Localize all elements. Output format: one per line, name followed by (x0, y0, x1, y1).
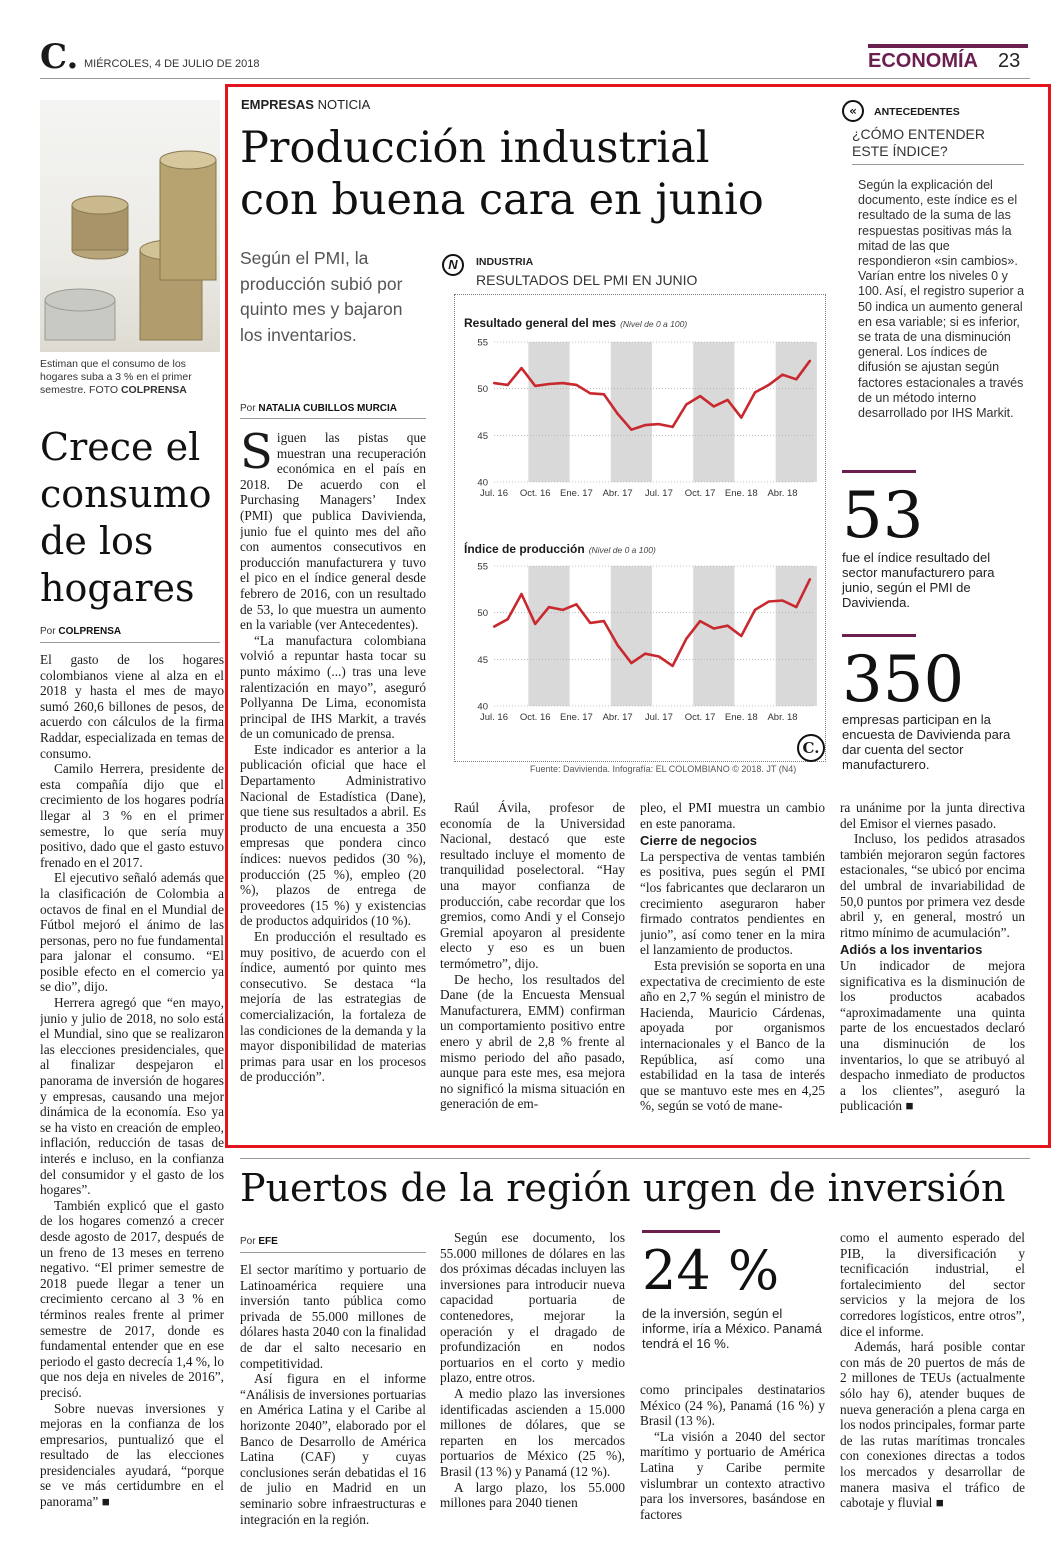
data-point (589, 622, 591, 624)
y-tick-label: 40 (477, 477, 488, 489)
data-point (548, 383, 550, 385)
chart-2-title: Índice de producción (464, 542, 585, 556)
stat2-text: empresas participan en la encuesta de Davivienda para dar cuenta del sector manufacturero. (842, 712, 1011, 772)
stat1-value: 53 (842, 479, 924, 553)
x-tick-label: Ene. 18 (724, 712, 758, 723)
infographic-logo: C. (797, 734, 825, 762)
x-tick-label: Jul. 17 (644, 712, 673, 723)
data-point (768, 600, 770, 602)
paragraph: Así figura en el informe “Análisis de inversiones portuarias en América Latina y el Caribe al horizonte 2040”, elaborado por el Banco de Desarrollo de América Latina (CAF) y cuyas conclusiones serán debatidas el 16 de julio en Madrid en un seminario sobre infraestructuras e integración en la región. (240, 1371, 426, 1527)
sidebar-text: Según la explicación del documento, este índice es el resultado de la suma de las respuestas positivas más la mitad de las que respondieron «sin cambios». Varían entre los niveles 0 y 100. Así, el registro superior a 50 indica un aumento general en esa variable; si es inferior, se trata de una disminución general. Los índices de difusión se ajustan según factores estacionales a través de un método interno desarrollado por IHS Markit. (858, 178, 1025, 421)
data-point (575, 384, 577, 386)
data-point (672, 426, 674, 428)
chart-1-header (464, 314, 687, 332)
bottom-headline: Puertos de la región urgen de inversión (240, 1166, 1006, 1210)
chart-band (528, 566, 569, 706)
data-point (795, 606, 797, 608)
data-point (520, 593, 522, 595)
stat2-bar (842, 634, 916, 637)
paragraph: El ejecutivo señaló además que la clasificación de Colombia a octavos de final en el Mundial de Fútbol mejoró el ánimo de las personas, pero no fue fundamental para jalonar el consumo. “El posible efecto en el comercio ya se dio”, dijo. (40, 870, 224, 995)
data-point (493, 626, 495, 628)
data-point (699, 395, 701, 397)
x-tick-label: Oct. 17 (684, 488, 716, 499)
paragraph: como el aumento esperado del PIB, la diversificación y tecnificación industrial, el fortalecimiento del sector servicios y la mejora de los corredores logísticos, entre otros”, dice el informe. (840, 1230, 1025, 1339)
main-headline (240, 122, 820, 226)
paragraph: Un indicador de mejora significativa es la disminución de los productos acabados “aproximadamente una quinta parte de los encuestados declaró una disminución de los inventarios, lo que se atribuyó al despacho inmediato de productos a los clientes”, aseguró la publicación ■ (840, 957, 1025, 1114)
stat1-bar (842, 470, 916, 473)
masthead-date: MIÉRCOLES, 4 DE JULIO DE 2018 (84, 58, 260, 70)
left-body (40, 652, 224, 1542)
byline-prefix: Por (240, 403, 256, 414)
chart-band (776, 566, 817, 706)
main-col4 (840, 800, 1025, 1135)
sidebar-question-rule (852, 164, 1024, 165)
infographic-label: INDUSTRIA (476, 256, 534, 268)
data-point (781, 374, 783, 376)
data-point (507, 384, 509, 386)
paragraph: pleo, el PMI muestra un cambio en este panorama. (640, 800, 825, 831)
chart-2 (454, 558, 826, 730)
chart-band (528, 342, 569, 482)
data-point (507, 618, 509, 620)
paragraph: Según ese documento, los 55.000 millones de dólares en las dos próximas décadas incluyen las inversiones para introducir nueva capacidad portuaria de contenedores, mejorar la operación y el dragado de profundización en nodos portuarios en el corto y medio plazo, entre otros. (440, 1230, 625, 1386)
bottom-stat-value: 24 % (642, 1239, 780, 1302)
data-point (726, 399, 728, 401)
caption-text: Estiman que el consumo de los hogares suba a 3 % en el primer semestre. (40, 358, 192, 396)
paragraph: “La visión a 2040 del sector marítimo y portuario de América Latina y Caribe permite vislumbrar un contexto atractivo para los inversores, basándose en factores (640, 1428, 825, 1522)
kicker-light: NOTICIA (317, 97, 371, 112)
paragraph: Incluso, los pedidos atrasados también mejoraron según factores estacionales, “se ubicó por encima del umbral de invariabilidad de 50,0 puntos por primera vez desde abril y, en general, mostró un ritmo mínimo de acumulación”. (840, 831, 1025, 940)
bottom-top-rule (240, 1158, 1030, 1159)
y-tick-label: 55 (477, 337, 488, 349)
sidebar-question: ¿CÓMO ENTENDER ESTE ÍNDICE? (852, 126, 985, 159)
x-tick-label: Oct. 16 (519, 488, 551, 499)
x-tick-label: Jul. 17 (644, 488, 673, 499)
left-headline-line: hogares (40, 566, 195, 610)
data-point (699, 620, 701, 622)
deck: Según el PMI, la producción subió por quinto mes y bajaron los inventarios. (240, 248, 403, 345)
x-tick-label: Abr. 18 (767, 488, 798, 499)
chart-band (776, 342, 817, 482)
x-tick-label: Jul. 16 (480, 712, 508, 723)
coins-photo (40, 100, 220, 352)
main-headline-line: Producción industrial (240, 123, 710, 173)
paragraph: A largo plazo, los 55.000 millones para 2040 tienen (440, 1479, 625, 1511)
data-point (534, 623, 536, 625)
data-point (809, 578, 811, 580)
paragraph: En producción el resultado es muy positivo, de acuerdo con el índice, aumentó por quinto mes consecutivo. Se destaca “la mejoría de las estrategias de comercialización, la fortaleza de las condiciones de la demanda y la mayor disponibilidad de materias primas para usar en los procesos de producción”. (240, 929, 426, 1085)
data-point (795, 378, 797, 380)
data-point (740, 635, 742, 637)
data-point (493, 382, 495, 384)
data-point (617, 644, 619, 646)
x-tick-label: Oct. 16 (519, 712, 551, 723)
left-byline (40, 626, 121, 637)
data-point (630, 662, 632, 664)
infographic-badge: N (442, 254, 464, 276)
bottom-stat-text: de la inversión, según el informe, iría a México. Panamá tendrá el 16 %. (642, 1306, 822, 1351)
x-tick-label: Abr. 17 (602, 712, 633, 723)
paragraph (240, 430, 426, 633)
data-point (768, 384, 770, 386)
data-point (630, 429, 632, 431)
data-point (520, 367, 522, 369)
paragraph: El gasto de los hogares colombianos viene al alza en el 2018 y hasta el mes de mayo sumó 260,6 billones de pesos, de acuerdo con cálculos de la firma Raddar, especializada en temas de consumo. (40, 652, 224, 761)
paragraph: A medio plazo las inversiones identificadas ascienden a 15.000 millones de dólares, que se reparten en los mercados portuarios de México (25 %), Brasil (13 %) y Panamá (12 %). (440, 1385, 625, 1479)
byline-prefix: Por (40, 626, 56, 637)
kicker-bold: EMPRESAS (241, 97, 314, 112)
sidebar-label: ANTECEDENTES (874, 106, 960, 118)
kicker (241, 97, 370, 112)
main-col3 (640, 800, 825, 1135)
chart-band (611, 566, 652, 706)
back-chevron-icon: « (842, 100, 864, 122)
bottom-col1 (240, 1262, 426, 1547)
paragraph: Sobre nuevas inversiones y mejoras en la confianza de los empresarios, puntualizó que el resultado de las elecciones presidenciales ayudará, “porque se ve más certidumbre en el panorama” ■ (40, 1400, 224, 1510)
paragraph: La perspectiva de ventas también es positiva, pues según el PMI “los fabricantes que declararon un crecimiento aseguraron haber firmado contratos pendientes en junio”, así como tener en la mira el lanzamiento de productos. (640, 848, 825, 958)
data-point (658, 655, 660, 657)
main-col1 (240, 430, 426, 1130)
data-point (740, 417, 742, 419)
sidebar (838, 98, 1030, 788)
section-name: ECONOMÍA (868, 50, 978, 72)
paragraph: Este indicador es anterior a la publicación oficial que hace el Departamento Administrativo Nacional de Estadística (Dane), que tiene sus resultados a abril. Es producto de una encuesta a 350 empresas que pondera cinco índices: nuevos pedidos (30 %), producción (25 %), empleo (20 %), plazos de entrega de proveedores (15 %) y existencias de productos adquiridos (10 %). (240, 741, 426, 929)
chart-1-title: Resultado general del mes (464, 316, 617, 330)
paragraph: De hecho, los resultados del Dane (de la Encuesta Mensual Manufacturera, EMM) confirman un comportamiento positivo entre enero y abril de 2,8 % frente al mismo periodo del año pasado, aunque para este mes, esa mejora no significó la misma situación en generación de em- (440, 971, 625, 1112)
paragraph: El sector marítimo y portuario de Latinoamérica requiere una inversión tanto pública como privada de 55.000 millones de dólares hasta 2040 con la finalidad de dar el salto necesario en competitividad. (240, 1262, 426, 1371)
chart-2-header (464, 540, 656, 558)
data-point (726, 625, 728, 627)
bottom-byline-rule (240, 1252, 426, 1253)
data-point (644, 653, 646, 655)
stat1-text: fue el índice resultado del sector manufacturero para junio, según el PMI de Davivienda. (842, 550, 995, 610)
data-point (575, 603, 577, 605)
photo-caption (40, 358, 220, 397)
data-point (685, 638, 687, 640)
y-tick-label: 40 (477, 701, 488, 713)
data-point (713, 405, 715, 407)
main-byline-rule (240, 418, 426, 419)
infographic (440, 250, 830, 780)
drop-cap: S (240, 430, 273, 480)
paragraph-text: iguen las pistas que muestran una recuperación económica en el país en 2018. De acuerdo con el Purchasing Managers’ Index (PMI) que publica Davivienda, junio fue el quinto mes del año con aumentos consecutivos en producción manufacturera y tuvo el pico en el índice general desde febrero de 2016, con un resultado de 53, lo que muestra un aumento en la variable (ver Antecedentes). (240, 430, 426, 633)
chart-1 (454, 334, 826, 506)
data-point (754, 391, 756, 393)
data-point (781, 599, 783, 601)
x-tick-label: Abr. 17 (602, 488, 633, 499)
chart-band (693, 566, 734, 706)
left-headline (40, 424, 225, 612)
chart-2-subtitle: (Nivel de 0 a 100) (588, 545, 656, 555)
data-point (754, 609, 756, 611)
bottom-col2 (440, 1230, 625, 1548)
left-headline-line: de los (40, 519, 154, 563)
x-tick-label: Oct. 17 (684, 712, 716, 723)
paragraph: Esta previsión se soporta en una expectativa de crecimiento de este año en 2,7 % según el ministro de Hacienda, Mauricio Cárdenas, apoyada por organismos internacionales y el Banco de la República, así como una estabilidad en la tasa de interés que se mantuvo este mes en 4,25 %, según se votó de mane- (640, 957, 825, 1114)
infographic-source: Fuente: Davivienda. Infografía: EL COLOMBIANO © 2018. JT (N4) (530, 764, 797, 774)
byline-name: EFE (258, 1236, 278, 1247)
caption-credit-label: FOTO (89, 384, 119, 396)
data-point (562, 382, 564, 384)
paragraph: Herrera agregó que “en mayo, junio y julio de 2018, no solo está el Mundial, sino que se realizaron las elecciones presidenciales, que al finalizar despejaron el panorama de inversión de hogares y empresas, causando una mejor dinámica de la economía. Eso ya se ha visto en creación de empleo, inflación, reducción de tasas de interés e incluso, en la confianza del consumidor y el gasto de los hogares”. (40, 995, 224, 1198)
byline-name: NATALIA CUBILLOS MURCIA (258, 403, 398, 414)
x-tick-label: Jul. 16 (480, 488, 508, 499)
left-headline-line: consumo (40, 472, 212, 516)
data-point (809, 360, 811, 362)
paragraph: También explicó que el gasto de los hogares comenzó a crecer desde agosto de 2017, después de un freno de 13 meses en terreno negativo. “El primer semestre de 2018 puede llegar a tener un crecimiento cercano al 3 % en términos reales frente al primer semestre de 2017, donde es fundamental entender que en ese periodo el gasto decrecía 1,4 %, lo que nos deja en niveles de 2016”, precisó. (40, 1197, 224, 1400)
data-point (603, 620, 605, 622)
y-tick-label: 50 (477, 608, 488, 620)
byline-prefix: Por (240, 1236, 256, 1247)
x-tick-label: Ene. 18 (724, 488, 758, 499)
paragraph: ra unánime por la junta directiva del Emisor el viernes pasado. (840, 800, 1025, 831)
paragraph: Además, hará posible contar con más de 20 puertos de más de 2 millones de TEUs (actualmente sólo hay 6), atender buques de nueva generación a plena carga en los nodos principales, formar parte de las rutas marítimas troncales con conexiones directas a todos los mercados y desarrollar de manera masiva el tráfico de cabotaje y fluvial ■ (840, 1339, 1025, 1511)
data-point (644, 424, 646, 426)
y-tick-label: 50 (477, 384, 488, 396)
data-point (589, 392, 591, 394)
main-col2 (440, 800, 625, 1135)
x-tick-label: Ene. 17 (560, 488, 593, 499)
logo: C. (40, 37, 79, 77)
data-point (685, 403, 687, 405)
masthead (40, 38, 1030, 78)
chart-band (693, 342, 734, 482)
bottom-stat-bar (642, 1230, 720, 1233)
main-byline (240, 403, 397, 414)
chart-1-subtitle: (Nivel de 0 a 100) (620, 319, 688, 329)
paragraph: Camilo Herrera, presidente de esta compañía dijo que el crecimiento de los hogares podría llegar al 3 % en el primer semestre, lo que sería muy positivo, dado que el gasto estuvo frenado en el 2017. (40, 761, 224, 870)
data-point (534, 385, 536, 387)
paragraph: como principales destinatarios México (24 %), Panamá (16 %) y Brasil (13 %). (640, 1382, 825, 1429)
paragraph: “La manufactura colombiana volvió a repuntar hasta tocar su punto máximo (...) tras una leve ralentización en mayo”, aseguró Pollyanna De Lima, economista principal de IHS Markit, a través de un comunicado de prensa. (240, 632, 426, 742)
page-number: 23 (998, 50, 1021, 72)
y-tick-label: 45 (477, 654, 488, 666)
y-tick-label: 55 (477, 561, 488, 573)
data-point (672, 665, 674, 667)
left-headline-line: Crece el (40, 425, 201, 469)
subhead: Cierre de negocios (640, 833, 758, 849)
data-point (603, 393, 605, 395)
subhead: Adiós a los inventarios (840, 942, 983, 958)
data-point (548, 606, 550, 608)
masthead-rule (40, 78, 1030, 79)
section-bar (868, 44, 1028, 48)
y-tick-label: 45 (477, 430, 488, 442)
coins-illustration (40, 100, 220, 352)
left-byline-rule (40, 642, 220, 643)
infographic-title: RESULTADOS DEL PMI EN JUNIO (476, 272, 698, 288)
bottom-col3 (640, 1382, 825, 1548)
bottom-byline (240, 1236, 278, 1247)
main-headline-line: con buena cara en junio (240, 175, 764, 225)
data-point (562, 609, 564, 611)
byline-name: COLPRENSA (58, 626, 122, 637)
caption-credit: COLPRENSA (120, 384, 187, 396)
x-tick-label: Abr. 18 (767, 712, 798, 723)
paragraph: Raúl Ávila, profesor de economía de la Universidad Nacional, destacó que este resultado incluye el momento de tranquilidad poselectoral. “Hay una mayor confianza de producción, cabe recordar que los gremios, como Andi y el Consejo Gremial apoyaron al presidente electo y eso es un buen termómetro”, dijo. (440, 800, 625, 971)
data-point (658, 423, 660, 425)
x-tick-label: Ene. 17 (560, 712, 593, 723)
data-point (713, 627, 715, 629)
stat2-value: 350 (842, 643, 965, 717)
bottom-col4 (840, 1230, 1025, 1548)
data-point (617, 413, 619, 415)
